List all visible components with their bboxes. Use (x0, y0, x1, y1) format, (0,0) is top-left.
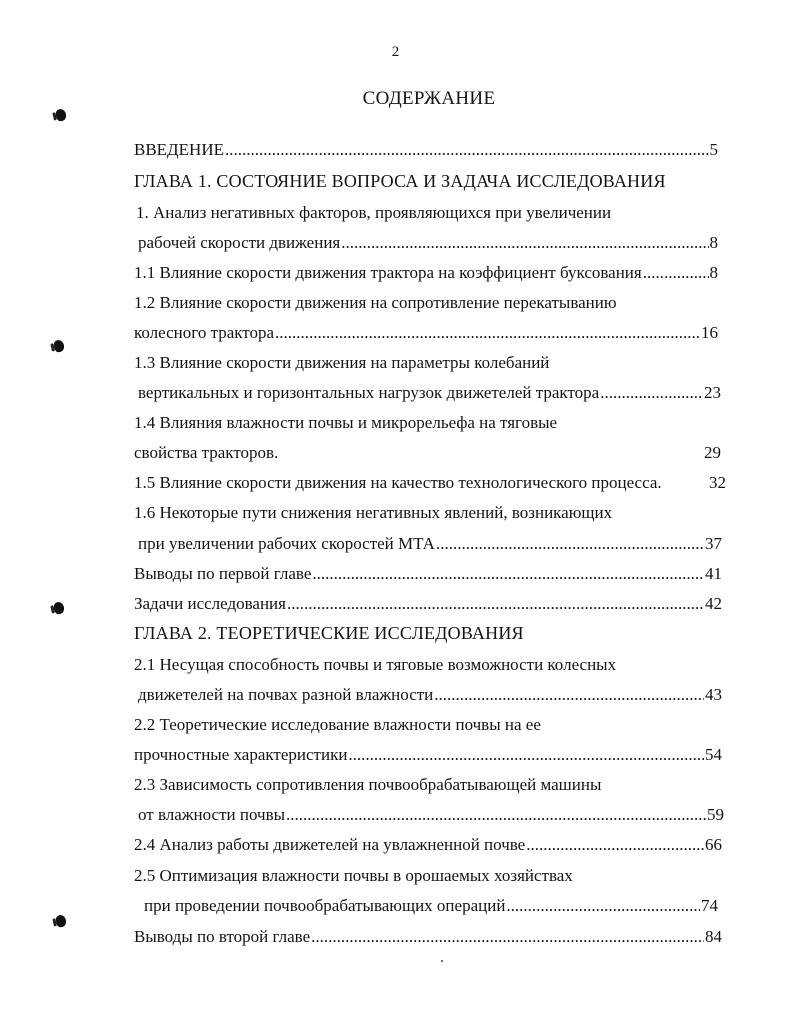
toc-leader-dots (341, 233, 708, 253)
page-number: 2 (391, 44, 400, 60)
binder-hole-mark (53, 601, 65, 615)
binder-hole-mark (55, 914, 67, 928)
chapter-1-heading[interactable]: ГЛАВА 1. СОСТОЯНИЕ ВОПРОСА И ЗАДАЧА ИССЛЕДОВАНИЯ (134, 171, 666, 191)
toc-entry-intro[interactable] (134, 140, 718, 160)
toc-entry-1-3-line2[interactable]: вертикальных и горизонтальных нагрузок движетелей трактора ..... 23 (138, 383, 721, 403)
toc-leader-dots (600, 383, 703, 403)
toc-leader-dots (526, 835, 704, 855)
toc-leader-dots (286, 805, 706, 825)
toc-entry-2-5-line1[interactable]: 2.5 Оптимизация влажности почвы в орошаемых хозяйствах (134, 866, 573, 885)
toc-entry-2-4[interactable]: 2.4 Анализ работы движетелей на увлажненной почве ..... 66 (134, 835, 722, 855)
toc-entry-2-1-line1[interactable]: 2.1 Несущая способность почвы и тяговые возможности колесных (134, 655, 617, 674)
toc-page-number: 66 (705, 835, 722, 854)
chapter-2-heading[interactable]: ГЛАВА 2. ТЕОРЕТИЧЕСКИЕ ИССЛЕДОВАНИЯ (134, 623, 524, 643)
binder-hole-mark (53, 339, 65, 353)
toc-leader-dots (225, 140, 709, 160)
toc-entry-conclusions-2[interactable]: Выводы по второй главе ..... 84 (134, 927, 722, 947)
toc-page-number: 59 (707, 805, 724, 824)
toc-entry-2-3-line2[interactable]: от влажности почвы ..... 59 (138, 805, 724, 825)
toc-page-number: 43 (705, 685, 722, 704)
toc-page-number: 8 (709, 263, 718, 282)
toc-entry-1-6-line2[interactable]: при увеличении рабочих скоростей МТА ..... 37 (138, 534, 722, 554)
toc-leader-dots (434, 685, 704, 705)
toc-leader-dots (643, 263, 709, 283)
toc-entry-text: ВВЕДЕНИЕ (134, 140, 224, 159)
toc-entry-1-5[interactable]: 1.5 Влияние скорости движения на качество технологического процесса. 32 (134, 473, 726, 492)
toc-page-number: 54 (705, 745, 722, 764)
toc-page-number: 5 (709, 140, 718, 159)
toc-entry-1-2-line2[interactable]: колесного трактора ..... 16 (134, 323, 718, 343)
toc-entry-1-line1[interactable]: 1. Анализ негативных факторов, проявляющихся при увеличении (136, 203, 612, 222)
toc-entry-1-1[interactable]: 1.1 Влияние скорости движения трактора на коэффициент буксования ..... 8 (134, 263, 718, 283)
toc-page-number: 8 (709, 233, 718, 252)
toc-entry-1-2-line1[interactable]: 1.2 Влияние скорости движения на сопротивление перекатыванию (134, 293, 617, 312)
toc-page-number: 74 (701, 896, 718, 915)
scan-speck (441, 960, 443, 962)
toc-entry-1-line2[interactable]: рабочей скорости движения ..... 8 (138, 233, 718, 253)
toc-entry-2-2-line1[interactable]: 2.2 Теоретические исследование влажности почвы на ее (134, 715, 541, 734)
toc-entry-conclusions-1[interactable]: Выводы по первой главе ..... 41 (134, 564, 722, 584)
toc-leader-dots (312, 564, 704, 584)
toc-page-number: 29 (704, 443, 721, 462)
toc-page-number: 84 (705, 927, 722, 946)
toc-entry-1-6-line1[interactable]: 1.6 Некоторые пути снижения негативных явлений, возникающих (134, 503, 613, 522)
toc-entry-2-1-line2[interactable]: движетелей на почвах разной влажности ..... 43 (138, 685, 722, 705)
binder-hole-mark (55, 108, 67, 122)
toc-leader-dots (506, 896, 700, 916)
toc-page-number: 23 (704, 383, 721, 402)
toc-entry-1-3-line1[interactable]: 1.3 Влияние скорости движения на параметры колебаний (134, 353, 550, 372)
toc-page-number: 37 (705, 534, 722, 553)
toc-entry-tasks[interactable]: Задачи исследования ..... 42 (134, 594, 722, 614)
page-title: СОДЕРЖАНИЕ (362, 88, 496, 109)
toc-leader-dots (275, 323, 700, 343)
toc-entry-1-4-line2[interactable]: свойства тракторов. 29 (134, 443, 721, 462)
toc-page-number: 42 (705, 594, 722, 613)
toc-page-number: 16 (701, 323, 718, 342)
toc-entry-1-4-line1[interactable]: 1.4 Влияния влажности почвы и микрорельефа на тяговые (134, 413, 558, 432)
toc-leader-dots (436, 534, 704, 554)
toc-page-number: 32 (709, 473, 726, 492)
toc-entry-2-3-line1[interactable]: 2.3 Зависимость сопротивления почвообрабатывающей машины (134, 775, 602, 794)
toc-leader-dots (311, 927, 704, 947)
toc-leader-dots (348, 745, 704, 765)
toc-entry-2-5-line2[interactable]: при проведении почвообрабатывающих операций ..... 74 (144, 896, 718, 916)
toc-page-number: 41 (705, 564, 722, 583)
toc-entry-2-2-line2[interactable]: прочностные характеристики ..... 54 (134, 745, 722, 765)
toc-leader-dots (287, 594, 704, 614)
